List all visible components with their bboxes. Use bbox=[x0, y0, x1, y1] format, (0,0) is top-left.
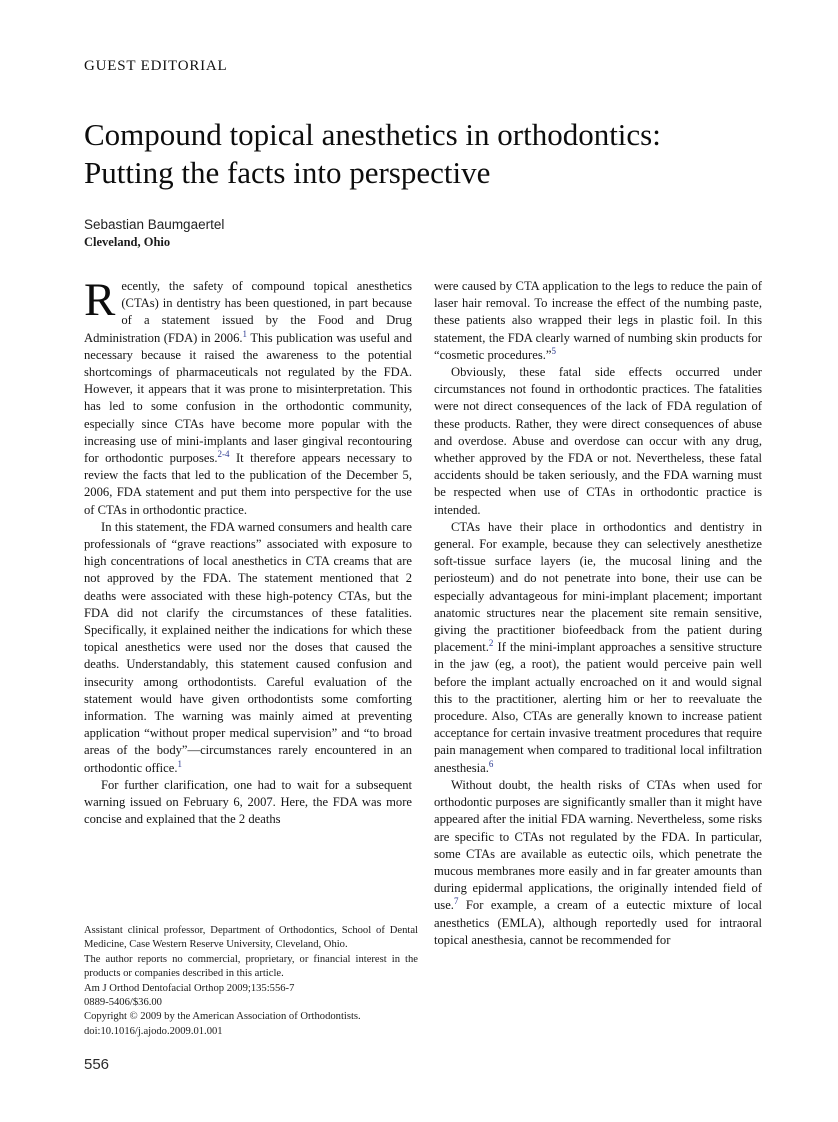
author-name: Sebastian Baumgaertel bbox=[84, 217, 225, 232]
reference-superscript[interactable]: 1 bbox=[242, 328, 248, 339]
footnote-block bbox=[84, 924, 418, 1039]
reference-superscript[interactable]: 6 bbox=[488, 758, 494, 769]
title-line-1: Compound topical anesthetics in orthodontics: bbox=[84, 117, 661, 152]
journal-citation: Am J Orthod Dentofacial Orthop 2009;135:556-7 bbox=[84, 982, 295, 994]
drop-cap: R bbox=[84, 278, 116, 326]
reference-superscript[interactable]: 2-4 bbox=[217, 448, 230, 459]
reference-superscript[interactable]: 1 bbox=[177, 758, 182, 769]
author-location: Cleveland, Ohio bbox=[84, 235, 171, 249]
footnote-disclosure: The author reports no commercial, proprietary, or financial interest in the products or companies described in this article. bbox=[84, 953, 418, 980]
paragraph: Without doubt, the health risks of CTAs when used for orthodontic purposes are significantly smaller than it might have appeared after the initial FDA warning. Nevertheless, some risks are specific to CTAs not regulated by the FDA. In particular, some CTAs are available as eutectic oils, which penetrate the mucous membranes more easily and in far greater amounts than during epidermal applications, the originally intended field of use.$^7$ For example, a cream of a eutectic mixture of local anesthetics (EMLA), although reportedly used for intraoral topical anesthesia, cannot be recommended for bbox=[434, 777, 762, 947]
left-column bbox=[84, 278, 412, 916]
paragraph: For further clarification, one had to wait for a subsequent warning issued on February 6, 2007. Here, the FDA was more concise and explained that the 2 deaths bbox=[84, 777, 412, 827]
paragraph: In this statement, the FDA warned consumers and health care professionals of “grave reactions” associated with exposure to high concentrations of local anesthetics in CTA creams that are not approved by the FDA. The statement mentioned that 2 deaths were associated with these high-potency CTAs, but the FDA did not clarify the circumstances of these fatalities. Specifically, it explained neither the indications for which these topical anesthetics were used nor the doses that caused the deaths. Understandably, this statement caused confusion and insecurity among orthodontists. Careful evaluation of the statement would have given orthodontists some comforting information. The warning was mainly aimed at preventing application “without proper medical supervision” and “to broad areas of the body”—circumstances rarely encountered in an orthodontic office.$^1$ bbox=[84, 519, 412, 775]
right-column bbox=[434, 278, 762, 1060]
issn-price: 0889-5406/$36.00 bbox=[84, 997, 162, 1009]
copyright-line: Copyright © 2009 by the American Association of Orthodontists. bbox=[84, 1011, 361, 1023]
footnote-affiliation: Assistant clinical professor, Department of Orthodontics, School of Dental Medicine, Case Western Reserve University, Cleveland, Ohio. bbox=[84, 925, 418, 951]
reference-superscript[interactable]: 2 bbox=[488, 638, 494, 649]
paragraph: Obviously, these fatal side effects occurred under circumstances not found in orthodontic practices. The fatalities were not direct consequences of the lack of FDA regulation of these products. Rather, they were direct consequences of abuse and overdose. Abuse and overdose can occur with any drug, whether approved by the FDA or not. Nevertheless, these fatal accidents should be taken seriously, and the FDA warning must be respected when use of CTAs in orthodontic practice is intended. bbox=[434, 365, 762, 517]
paragraph: CTAs have their place in orthodontics and dentistry in general. For example, because they can selectively anesthetize soft-tissue surface layers (ie, the mucosal lining and the periosteum) and do not penetrate into bone, their use can be especially advantageous for mini-implant placement; important anatomic structures near the placement site remain sensitive, giving the practitioner biofeedback from the patient during placement.$^2$ If the mini-implant approaches a sensitive structure in the jaw (eg, a root), the patient would perceive pain well before the implant actually encroached on it and would signal this to the practitioner, alerting him or her to reevaluate the procedure. Also, CTAs are generally known to increase patient acceptance for certain invasive treatment procedures that require pain management when compared to traditional local infiltration anesthesia.$^6$ bbox=[434, 519, 762, 775]
title-line-2: Putting the facts into perspective bbox=[84, 155, 491, 190]
byline bbox=[84, 216, 484, 251]
paragraph: were caused by CTA application to the legs to reduce the pain of laser hair removal. To increase the effect of the numbing paste, these patients also wrapped their legs in plastic foil. In this statement, the FDA clearly warned of numbing skin products for “cosmetic procedures.”$^5$ bbox=[434, 279, 762, 362]
reference-superscript[interactable]: 5 bbox=[551, 345, 556, 356]
page-number: 556 bbox=[84, 1056, 110, 1073]
section-label: GUEST EDITORIAL bbox=[84, 58, 228, 74]
article-title bbox=[84, 116, 764, 192]
reference-superscript[interactable]: 7 bbox=[453, 896, 459, 907]
doi-line: doi:10.1016/j.ajodo.2009.01.001 bbox=[84, 1025, 223, 1037]
paragraph: Recently, the safety of compound topical anesthetics (CTAs) in dentistry has been questioned, in part because of a statement issued by the Food and Drug Administration (FDA) in 2006.$^1$ This publication was useful and necessary because it raised the awareness to the potential shortcomings of pharmaceuticals not regulated by the FDA. However, it appears that it was prone to misinterpretation. This has led to some confusion in the orthodontic community, especially since CTAs have become more popular with the increasing use of mini-implants and laser gingival recontouring for orthodontic purposes.$^{2-4}$ It therefore appears necessary to review the facts that led to the publication of the December 5, 2006, FDA statement and put them into perspective for the use of CTAs in orthodontic practice. bbox=[84, 278, 412, 517]
